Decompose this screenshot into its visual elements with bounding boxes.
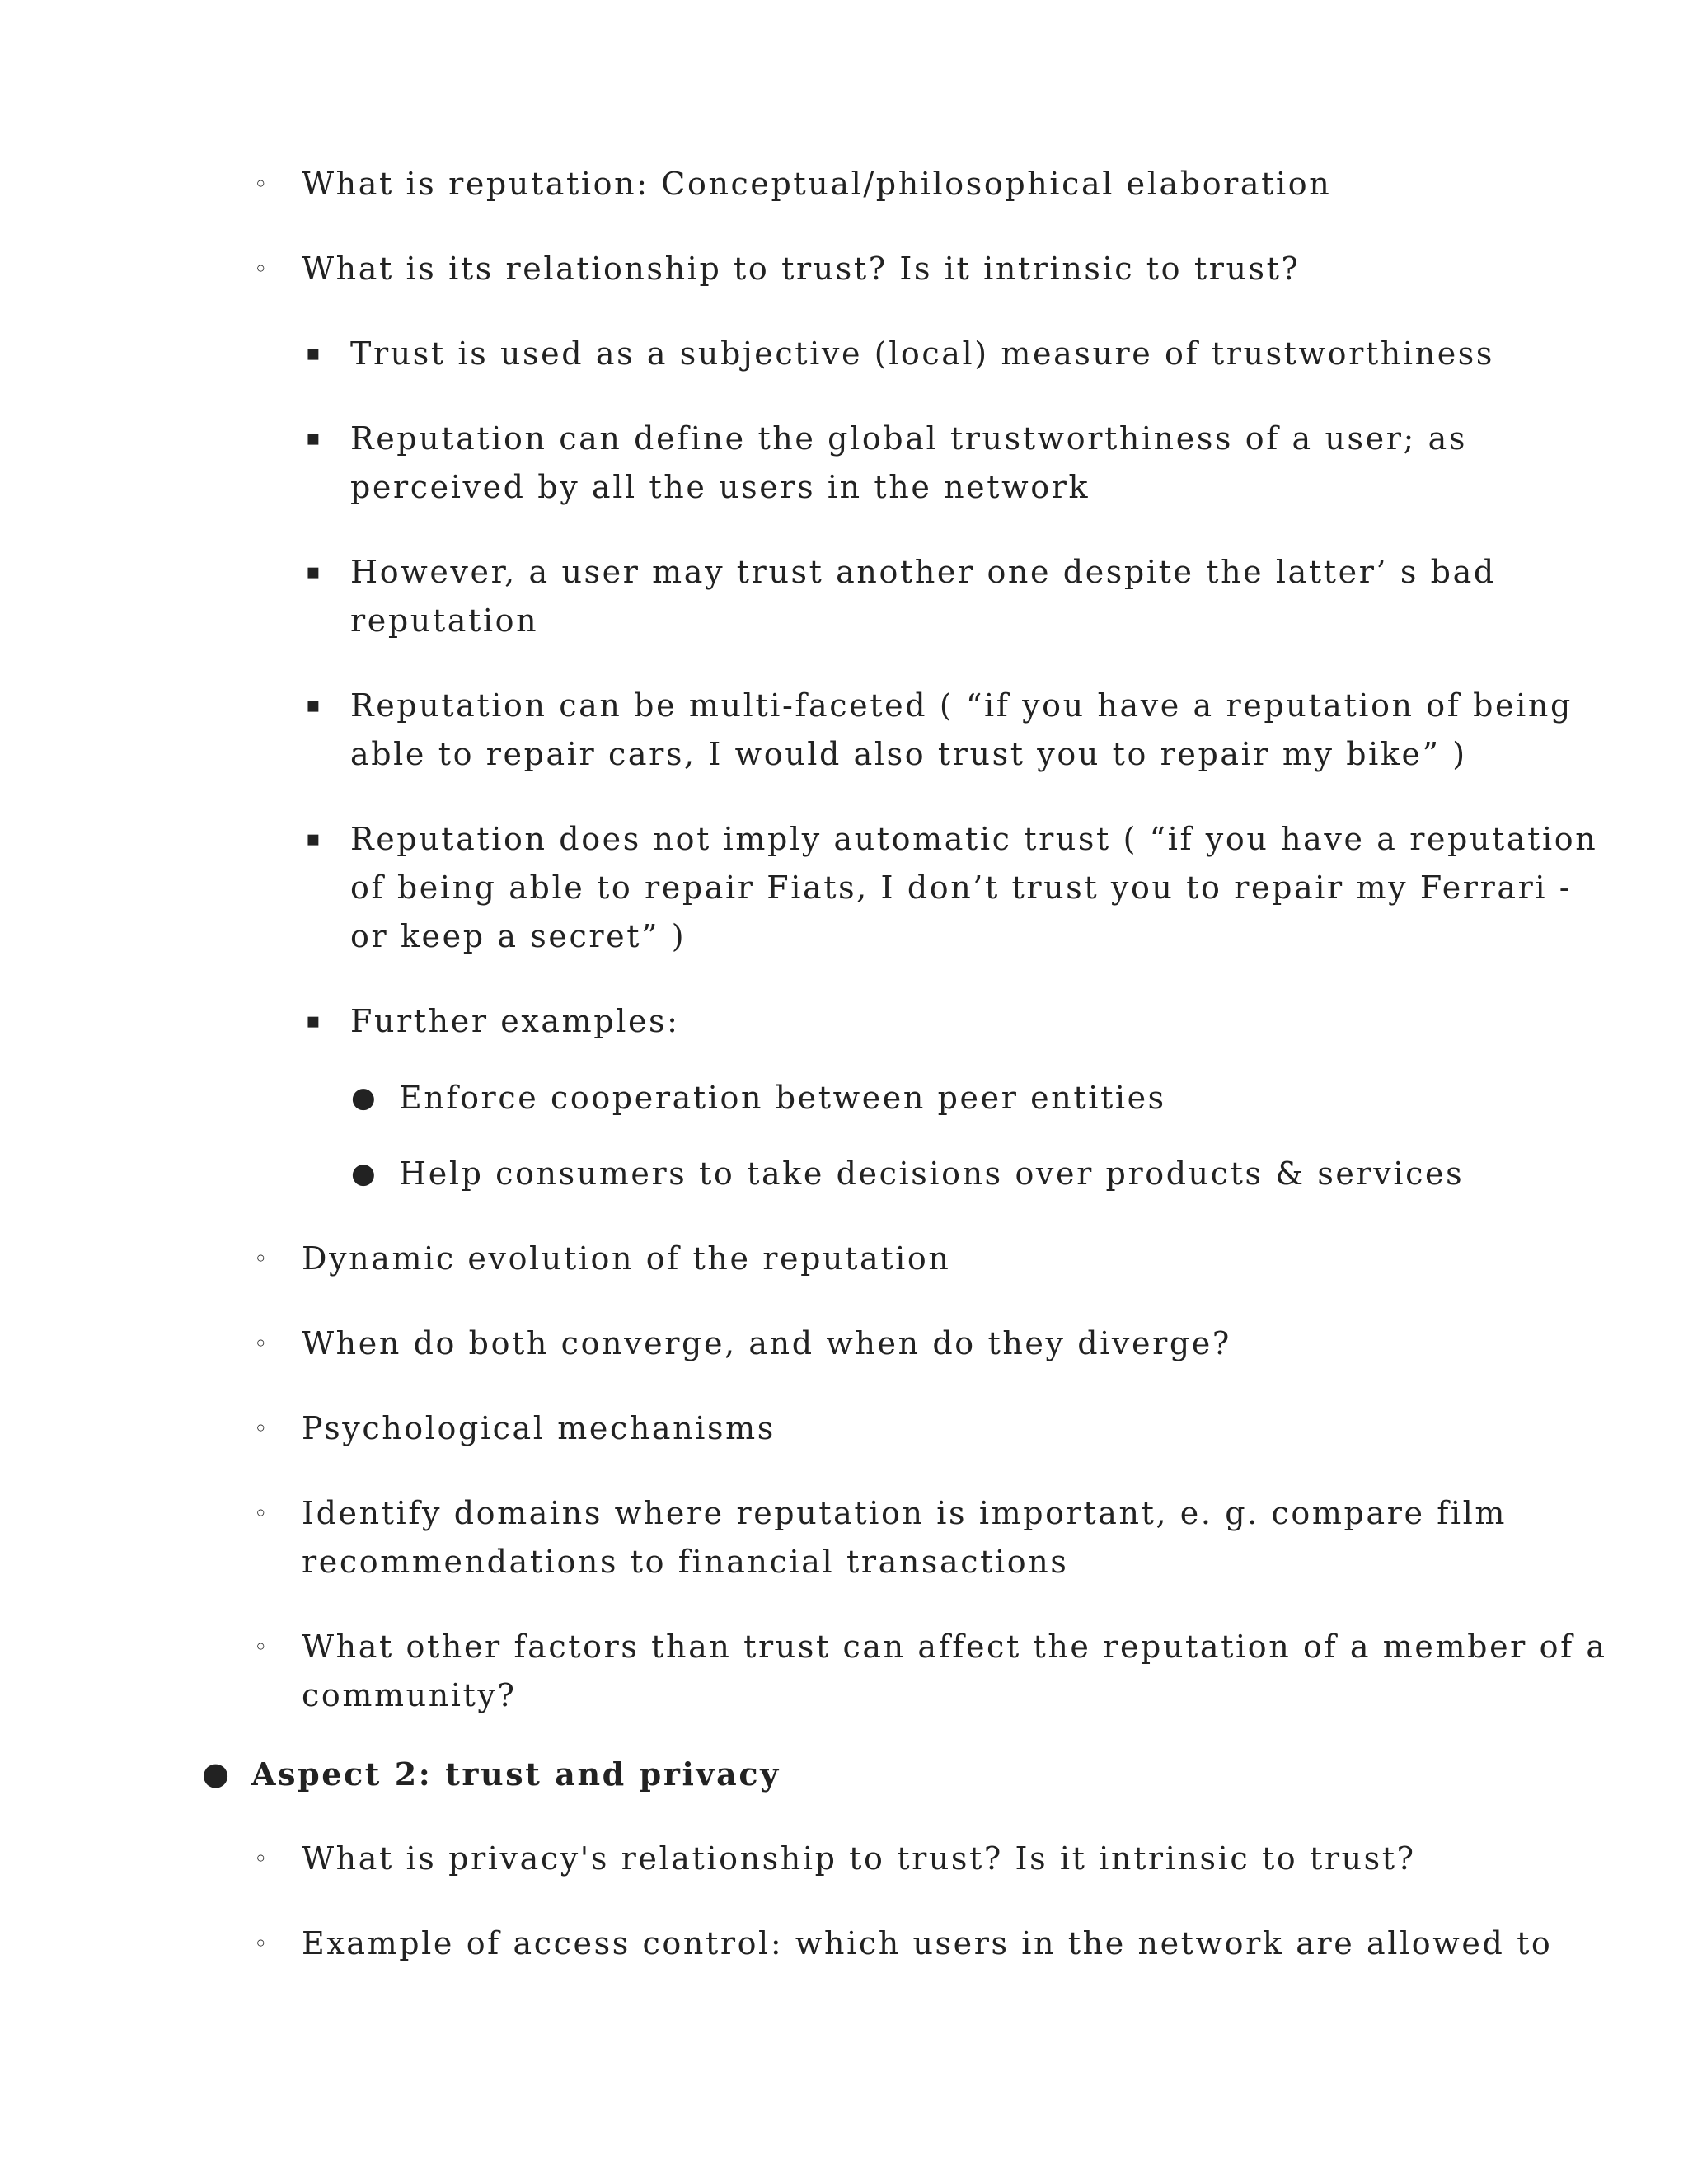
square-bullet-icon: ▪ [306,426,321,451]
square-bullet-icon: ▪ [306,1009,321,1033]
list-item-text: What is privacy's relationship to trust? Is it intrinsic to trust? [302,1840,1416,1877]
filled-bullet-icon: ● [351,1081,376,1114]
filled-bullet-icon: ● [202,1755,230,1792]
hollow-bullet-icon: ◦ [254,1500,268,1527]
list-item-text: When do both converge, and when do they diverge? [302,1325,1231,1361]
list-item-text: Dynamic evolution of the reputation [302,1240,951,1277]
list-item-text: What is its relationship to trust? Is it intrinsic to trust? [302,251,1301,287]
hollow-bullet-icon: ◦ [254,1330,268,1357]
hollow-bullet-icon: ◦ [254,1930,268,1957]
list-item-text: However, a user may trust another one despite the latter’ s bad reputation [350,554,1496,639]
list-item-text: Identify domains where reputation is important, e. g. compare film recommendations to financial transactions [302,1495,1507,1580]
square-bullet-icon: ▪ [306,827,321,851]
list-item-text: Help consumers to take decisions over products & services [399,1155,1465,1192]
square-bullet-icon: ▪ [306,341,321,366]
hollow-bullet-icon: ◦ [254,255,268,283]
square-bullet-icon: ▪ [306,560,321,584]
list-item-text: Reputation does not imply automatic trust ( “if you have a reputation of being able to repair Fiats, I don’t trust you to repair my Ferrari - or keep a secret” ) [350,821,1598,954]
list-item-text: What is reputation: Conceptual/philosophical elaboration [302,166,1332,202]
hollow-bullet-icon: ◦ [254,1415,268,1442]
hollow-bullet-icon: ◦ [254,1845,268,1872]
hollow-bullet-icon: ◦ [254,1633,268,1661]
filled-bullet-icon: ● [351,1157,376,1190]
list-item-text: Example of access control: which users in the network are allowed to [302,1925,1553,1961]
hollow-bullet-icon: ◦ [254,1245,268,1272]
section-heading-text: Aspect 2: trust and privacy [251,1755,781,1793]
list-item-text: Enforce cooperation between peer entities [399,1080,1166,1116]
square-bullet-icon: ▪ [306,693,321,718]
list-item-text: Psychological mechanisms [302,1410,776,1446]
list-item-text: Reputation can be multi-faceted ( “if you have a reputation of being able to repair cars, I would also trust you to repair my bike” ) [350,687,1573,772]
list-item-text: What other factors than trust can affect the reputation of a member of a community? [302,1629,1607,1713]
list-item-text: Trust is used as a subjective (local) measure of trustworthiness [350,335,1494,372]
list-item-text: Reputation can define the global trustworthiness of a user; as perceived by all the users in the network [350,420,1467,505]
list-item-text: Further examples: [350,1003,680,1039]
hollow-bullet-icon: ◦ [254,171,268,198]
